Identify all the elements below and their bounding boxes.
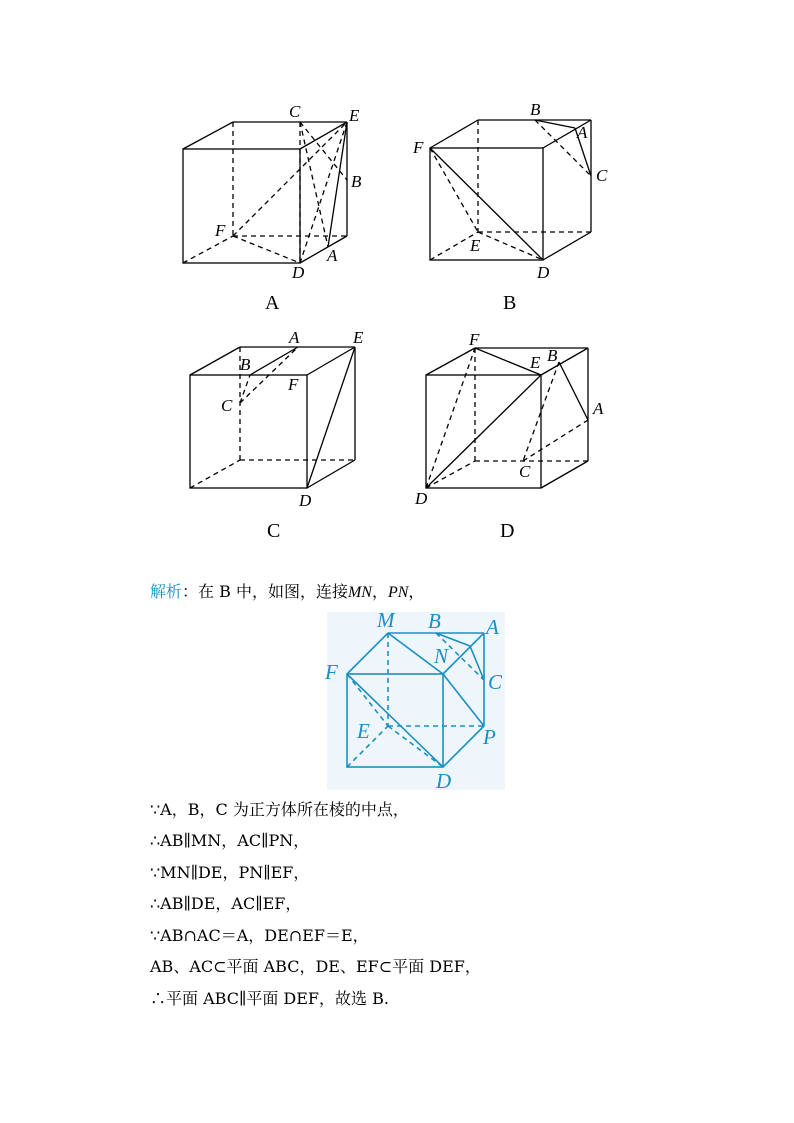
label-b-a: A <box>577 123 588 142</box>
cube-a-solid <box>183 122 347 263</box>
label-d-d: D <box>415 489 428 508</box>
label-sol-d: D <box>436 769 452 793</box>
label-c-f: F <box>288 375 299 394</box>
solution-intro <box>150 582 424 603</box>
cube-b-hidden <box>430 120 591 260</box>
label-c-c: C <box>221 396 233 415</box>
label-b-c: C <box>596 166 608 185</box>
solution-intro-end: ， <box>408 582 425 601</box>
label-a-e: E <box>349 106 360 125</box>
figure-a <box>183 122 347 263</box>
solution-line-4: ∴AB∥DE，AC∥EF， <box>150 894 302 913</box>
solution-heading: 解析 <box>150 582 183 601</box>
label-c-a: A <box>289 328 300 347</box>
cube-c-hidden <box>190 347 355 488</box>
label-a-d: D <box>292 263 305 282</box>
solution-line-2: ∴AB∥MN，AC∥PN， <box>150 831 310 850</box>
figure-c <box>190 347 355 488</box>
label-a-b: B <box>351 172 362 191</box>
caption-c: C <box>267 520 281 542</box>
cube-d-hidden <box>426 348 588 488</box>
label-sol-m: M <box>377 608 395 632</box>
label-c-e: E <box>353 328 364 347</box>
caption-b: B <box>503 292 517 314</box>
label-sol-n: N <box>434 644 449 668</box>
label-d-a: A <box>593 399 604 418</box>
solution-intro-text: ：在 B 中，如图，连接 <box>182 582 348 601</box>
cube-c-solid <box>190 347 355 488</box>
label-a-f: F <box>215 221 226 240</box>
label-sol-p: P <box>483 725 496 749</box>
label-b-d: D <box>537 263 550 282</box>
solution-intro-pn: PN <box>387 584 409 601</box>
label-sol-c: C <box>488 670 503 694</box>
cube-a-hidden <box>183 122 347 263</box>
figure-d <box>426 348 588 488</box>
label-d-e: E <box>530 353 541 372</box>
solution-intro-mn: MN <box>347 584 372 601</box>
label-sol-a: A <box>486 615 499 639</box>
solution-line-3: ∵MN∥DE，PN∥EF， <box>150 863 310 882</box>
solution-line-5: ∵AB∩AC＝A，DE∩EF＝E， <box>150 926 369 945</box>
label-c-b: B <box>240 355 251 374</box>
solution-intro-sep: ， <box>371 582 388 601</box>
label-b-e: E <box>470 236 481 255</box>
caption-d: D <box>500 520 515 542</box>
label-b-f: F <box>413 138 424 157</box>
solution-line-7: ∴平面 ABC∥平面 DEF，故选 B. <box>150 989 389 1008</box>
caption-a: A <box>265 292 280 314</box>
solution-line-6: AB、AC⊂平面 ABC，DE、EF⊂平面 DEF， <box>150 957 481 976</box>
label-sol-b: B <box>428 609 441 633</box>
label-sol-e: E <box>357 719 370 743</box>
label-d-c: C <box>519 462 531 481</box>
label-d-f: F <box>469 330 480 349</box>
label-b-b: B <box>530 100 541 119</box>
solution-line-1: ∵A，B，C 为正方体所在棱的中点， <box>150 800 409 819</box>
label-d-b: B <box>547 346 558 365</box>
label-a-c: C <box>289 102 301 121</box>
label-a-a: A <box>327 246 338 265</box>
figure-b <box>430 120 591 260</box>
label-sol-f: F <box>325 660 338 684</box>
label-c-d: D <box>299 491 312 510</box>
